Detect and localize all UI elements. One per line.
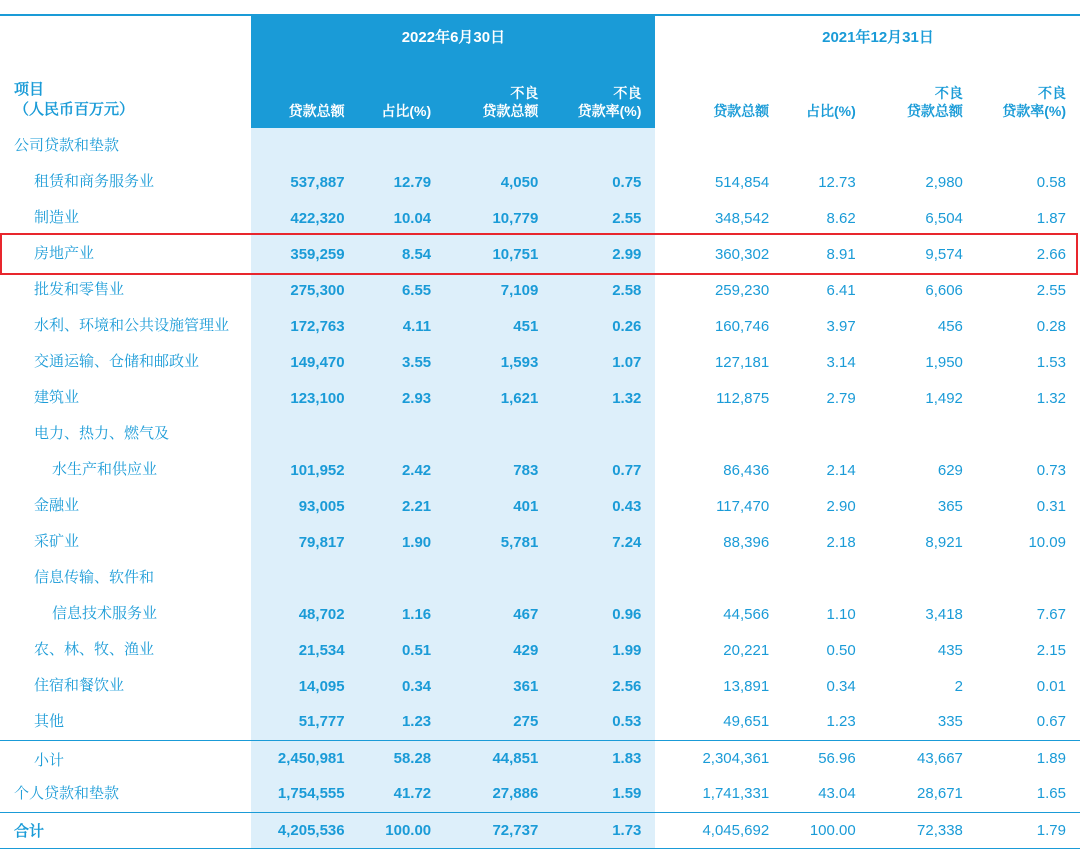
row-cell: 2.79: [826, 389, 856, 407]
spacer: [977, 416, 1080, 452]
row-cell: 0.28: [1036, 317, 1066, 335]
row-label: 批发和零售业: [34, 281, 125, 299]
table-row: [0, 632, 1080, 668]
row-cell: 101,952: [251, 452, 358, 488]
row-cell: 86,436: [723, 461, 770, 479]
row-cell: 3,418: [925, 605, 963, 623]
row-cell: 6.55: [359, 272, 446, 308]
row-cell: 49,651: [723, 713, 770, 731]
spacer: [445, 128, 552, 164]
row-cell: 456: [937, 317, 963, 335]
col-header-7-line2: 贷款率(%): [1002, 102, 1066, 119]
row-cell: 435: [937, 641, 963, 659]
total-cell: 1.73: [552, 812, 655, 848]
item-header-line2: （人民币百万元）: [14, 100, 135, 118]
row-label: 租赁和商务服务业: [34, 173, 155, 191]
subtotal-cell: 1.89: [977, 740, 1080, 776]
subtotal-cell: 2,450,981: [251, 740, 358, 776]
row-cell: 8,921: [925, 533, 963, 551]
table-row-real-estate: [0, 236, 1080, 272]
col-header-3-line2: 贷款率(%): [577, 102, 642, 119]
spacer: [977, 128, 1080, 164]
col-header-0-line2: 贷款总额: [288, 102, 345, 119]
spacer: [676, 128, 783, 164]
row-cell: 2.14: [826, 461, 856, 479]
total-cell: 4,205,536: [251, 812, 358, 848]
col-header-2-line2: 贷款总额: [482, 102, 539, 119]
row-cell: 14,095: [251, 668, 358, 704]
row-cell: 361: [445, 668, 552, 704]
personal-cell: 1,754,555: [251, 776, 358, 812]
personal-cell: 1.59: [552, 776, 655, 812]
row-label: 农、林、牧、渔业: [34, 641, 155, 659]
spacer: [251, 416, 358, 452]
table-top-rule: [0, 14, 1080, 16]
row-label: 金融业: [34, 497, 80, 515]
row-cell: 1,593: [445, 344, 552, 380]
total-cell: 100.00: [359, 812, 446, 848]
row-cell: 429: [445, 632, 552, 668]
col-header-6: [870, 56, 977, 128]
spacer: [676, 560, 783, 596]
row-label-line1: 信息传输、软件和: [34, 569, 155, 587]
row-cell: 2: [954, 677, 963, 695]
row-label-line2: 信息技术服务业: [52, 605, 158, 623]
row-label-line2: 水生产和供应业: [52, 461, 158, 479]
spacer: [552, 416, 655, 452]
col-header-2-line1: 不良: [510, 85, 539, 101]
row-cell: 2.15: [1036, 641, 1066, 659]
gap: [655, 272, 676, 308]
row-cell: 12.73: [818, 173, 856, 191]
row-cell: 2.55: [1036, 281, 1066, 299]
spacer: [676, 416, 783, 452]
row-cell: 8.54: [359, 236, 446, 272]
row-cell: 401: [445, 488, 552, 524]
row-cell: 1.23: [826, 713, 856, 731]
row-cell: 1.90: [359, 524, 446, 560]
row-cell: 10,751: [445, 236, 552, 272]
gap: [655, 812, 676, 848]
spacer: [251, 128, 358, 164]
col-header-5-line2: 占比(%): [805, 102, 856, 119]
row-cell: 1.07: [552, 344, 655, 380]
table-row: [0, 308, 1080, 344]
row-cell: 467: [445, 596, 552, 632]
row-cell: 0.34: [359, 668, 446, 704]
row-label: 制造业: [34, 209, 80, 227]
item-header-cell: [0, 16, 251, 128]
personal-cell: 43.04: [818, 785, 856, 803]
row-cell: 8.62: [826, 209, 856, 227]
col-header-1: [359, 56, 446, 128]
col-header-7: [977, 56, 1080, 128]
spacer: [870, 560, 977, 596]
gap: [655, 740, 676, 776]
row-cell: 8.91: [826, 245, 856, 263]
gap: [655, 380, 676, 416]
row-cell: 51,777: [251, 704, 358, 740]
col-header-7-line1: 不良: [1038, 85, 1066, 101]
row-label-line1: 电力、热力、燃气及: [34, 425, 170, 443]
table-row: [0, 704, 1080, 740]
row-cell: 20,221: [723, 641, 770, 659]
row-cell: 514,854: [714, 173, 770, 191]
table-row: [0, 524, 1080, 560]
gap: [655, 632, 676, 668]
row-label: 其他: [34, 713, 65, 730]
col-header-4: [676, 56, 783, 128]
personal-cell: 27,886: [445, 776, 552, 812]
row-cell: 1,492: [925, 389, 963, 407]
spacer: [552, 128, 655, 164]
row-cell: 0.73: [1036, 461, 1066, 479]
row-cell: 7.67: [1036, 605, 1066, 623]
spacer: [552, 560, 655, 596]
spacer: [870, 128, 977, 164]
row-cell: 117,470: [716, 497, 770, 515]
row-label: 采矿业: [34, 533, 80, 551]
row-cell: 359,259: [251, 236, 358, 272]
table-row: [0, 380, 1080, 416]
row-label: 住宿和餐饮业: [34, 677, 125, 695]
col-header-3: [552, 56, 655, 128]
header-gap-2: [655, 56, 676, 128]
row-cell: 0.53: [552, 704, 655, 740]
total-cell: 72,737: [445, 812, 552, 848]
row-cell: 2.66: [1036, 245, 1066, 263]
row-cell: 0.50: [826, 641, 856, 659]
row-cell: 451: [445, 308, 552, 344]
row-cell: 2.99: [552, 236, 655, 272]
personal-loans-row: [0, 776, 1080, 812]
table-row-wrap-label: [0, 416, 1080, 452]
row-cell: 3.55: [359, 344, 446, 380]
table-row: [0, 164, 1080, 200]
row-cell: 13,891: [723, 677, 770, 695]
row-cell: 21,534: [251, 632, 358, 668]
personal-cell: 41.72: [359, 776, 446, 812]
row-cell: 7.24: [552, 524, 655, 560]
row-cell: 112,875: [716, 389, 770, 407]
row-cell: 0.31: [1036, 497, 1066, 515]
row-cell: 1.53: [1036, 353, 1066, 371]
row-cell: 0.75: [552, 164, 655, 200]
spacer: [359, 560, 446, 596]
subtotal-cell: 2,304,361: [676, 740, 783, 776]
row-label: 交通运输、仓储和邮政业: [34, 353, 200, 371]
table-row: [0, 596, 1080, 632]
row-cell: 4,050: [445, 164, 552, 200]
row-cell: 0.34: [826, 677, 856, 695]
total-cell: 100.00: [783, 812, 870, 848]
row-cell: 2.42: [359, 452, 446, 488]
personal-cell: 1.65: [1036, 785, 1066, 803]
row-cell: 2.58: [552, 272, 655, 308]
row-cell: 12.79: [359, 164, 446, 200]
loan-distribution-table: [0, 16, 1080, 849]
period-header-2021: 2021年12月31日: [822, 28, 934, 46]
row-cell: 88,396: [723, 533, 770, 551]
row-cell: 3.97: [826, 317, 856, 335]
table-row: [0, 488, 1080, 524]
row-cell: 2.90: [826, 497, 856, 515]
col-header-1-line2: 占比(%): [381, 102, 432, 119]
table-row: [0, 200, 1080, 236]
subtotal-row: [0, 740, 1080, 776]
row-cell: 275: [445, 704, 552, 740]
gap: [655, 200, 676, 236]
row-cell: 783: [445, 452, 552, 488]
row-cell: 2,980: [925, 173, 963, 191]
table-row-wrap-label: [0, 560, 1080, 596]
row-cell: 48,702: [251, 596, 358, 632]
row-cell: 3.14: [826, 353, 856, 371]
row-cell: 0.58: [1036, 173, 1066, 191]
row-cell: 629: [937, 461, 963, 479]
row-cell: 259,230: [714, 281, 770, 299]
subtotal-cell: 1.83: [552, 740, 655, 776]
row-cell: 160,746: [714, 317, 770, 335]
col-header-6-line1: 不良: [934, 85, 963, 101]
gap: [655, 236, 676, 272]
personal-loans-label: 个人贷款和垫款: [14, 785, 120, 802]
row-cell: 335: [937, 713, 963, 731]
total-row: [0, 812, 1080, 848]
subtotal-cell: 44,851: [445, 740, 552, 776]
col-header-2: [445, 56, 552, 128]
spacer: [977, 560, 1080, 596]
row-cell: 537,887: [251, 164, 358, 200]
row-cell: 6,504: [925, 209, 963, 227]
row-cell: 1,950: [925, 353, 963, 371]
section-title-row: [0, 128, 1080, 164]
total-cell: 4,045,692: [676, 812, 783, 848]
row-cell: 79,817: [251, 524, 358, 560]
total-label: 合计: [0, 812, 251, 848]
total-cell: 1.79: [977, 812, 1080, 848]
gap: [655, 452, 676, 488]
col-header-0: [251, 56, 358, 128]
row-cell: 0.43: [552, 488, 655, 524]
row-cell: 1.23: [359, 704, 446, 740]
row-cell: 365: [937, 497, 963, 515]
row-cell: 0.01: [1036, 677, 1066, 695]
table-row: [0, 272, 1080, 308]
row-cell: 348,542: [714, 209, 770, 227]
row-cell: 9,574: [925, 245, 963, 263]
row-label: 房地产业: [34, 245, 95, 263]
gap: [655, 596, 676, 632]
row-cell: 5,781: [445, 524, 552, 560]
spacer: [783, 128, 870, 164]
gap: [655, 344, 676, 380]
row-cell: 149,470: [251, 344, 358, 380]
row-cell: 0.51: [359, 632, 446, 668]
personal-cell: 1,741,331: [702, 785, 770, 803]
col-header-3-line1: 不良: [613, 85, 642, 101]
spacer: [251, 560, 358, 596]
row-cell: 0.96: [552, 596, 655, 632]
row-cell: 2.55: [552, 200, 655, 236]
spacer: [783, 416, 870, 452]
row-cell: 1.32: [552, 380, 655, 416]
subtotal-cell: 56.96: [783, 740, 870, 776]
row-cell: 2.21: [359, 488, 446, 524]
row-cell: 2.56: [552, 668, 655, 704]
row-cell: 1.10: [826, 605, 856, 623]
row-cell: 1.99: [552, 632, 655, 668]
row-cell: 44,566: [723, 605, 770, 623]
spacer: [445, 416, 552, 452]
spacer: [359, 416, 446, 452]
period-header-row: [0, 16, 1080, 56]
spacer: [783, 560, 870, 596]
table-header: [0, 16, 1080, 128]
row-label: 水利、环境和公共设施管理业: [34, 317, 230, 335]
spacer: [445, 560, 552, 596]
section-title: 公司贷款和垫款: [14, 137, 120, 155]
item-header-line1: 项目: [14, 80, 45, 98]
header-gap: [655, 16, 676, 56]
row-cell: 1.87: [1036, 209, 1066, 227]
row-cell: 6.41: [826, 281, 856, 299]
row-cell: 10.04: [359, 200, 446, 236]
table-row: [0, 452, 1080, 488]
gap: [655, 704, 676, 740]
row-cell: 123,100: [251, 380, 358, 416]
gap: [655, 488, 676, 524]
row-cell: 172,763: [251, 308, 358, 344]
col-header-4-line2: 贷款总额: [713, 102, 770, 119]
period-header-2022: 2022年6月30日: [251, 16, 655, 56]
row-cell: 127,181: [714, 353, 770, 371]
row-cell: 4.11: [359, 308, 446, 344]
table-row: [0, 668, 1080, 704]
gap: [655, 164, 676, 200]
row-cell: 0.26: [552, 308, 655, 344]
spacer: [870, 416, 977, 452]
col-header-6-line2: 贷款总额: [906, 102, 963, 119]
spacer: [359, 128, 446, 164]
row-cell: 275,300: [251, 272, 358, 308]
col-header-5: [783, 56, 870, 128]
subtotal-cell: 43,667: [870, 740, 977, 776]
row-cell: 93,005: [251, 488, 358, 524]
table-row: [0, 344, 1080, 380]
row-cell: 6,606: [925, 281, 963, 299]
row-cell: 2.93: [359, 380, 446, 416]
gap: [655, 524, 676, 560]
total-cell: 72,338: [870, 812, 977, 848]
row-cell: 2.18: [826, 533, 856, 551]
personal-cell: 28,671: [917, 785, 963, 803]
row-cell: 360,302: [714, 245, 770, 263]
table-body: [0, 128, 1080, 848]
row-label: 建筑业: [34, 389, 80, 407]
gap: [655, 416, 676, 452]
row-cell: 7,109: [445, 272, 552, 308]
row-cell: 422,320: [251, 200, 358, 236]
gap: [655, 776, 676, 812]
row-cell: 0.77: [552, 452, 655, 488]
row-cell: 0.67: [1036, 713, 1066, 731]
row-cell: 1,621: [445, 380, 552, 416]
row-cell: 1.16: [359, 596, 446, 632]
row-cell: 10.09: [1028, 533, 1066, 551]
row-cell: 10,779: [445, 200, 552, 236]
gap: [655, 560, 676, 596]
gap: [655, 668, 676, 704]
row-cell: 1.32: [1036, 389, 1066, 407]
subtotal-label: 小计: [0, 740, 251, 776]
gap: [655, 128, 676, 164]
subtotal-cell: 58.28: [359, 740, 446, 776]
gap: [655, 308, 676, 344]
